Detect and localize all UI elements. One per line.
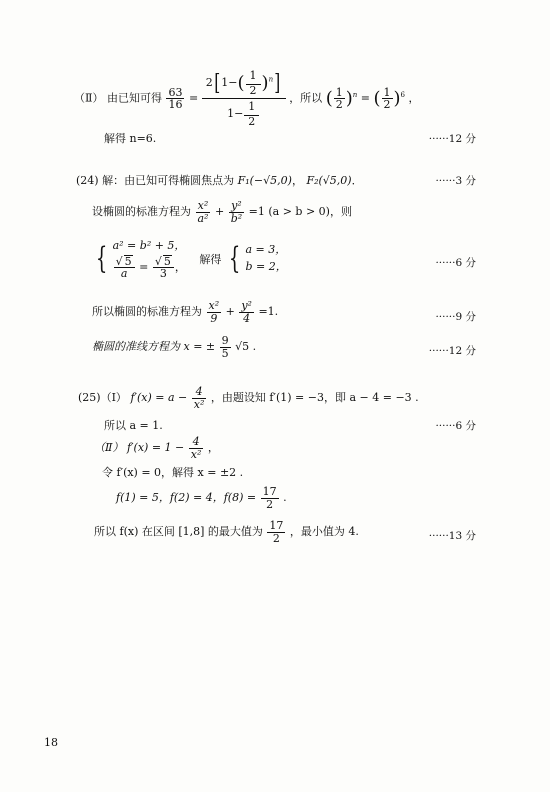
s24-points-9: ······9 分 (435, 311, 476, 323)
s24-system: { a² = b² + 5， $\frac{√ 5}{a}$ = $\frac{√ 5}{3}$ ， 解得 { a = 3， b = 2， (95, 239, 287, 281)
s25-line6: 所以 f(x) 在区间 [1,8] 的最大值为 $\frac{17}{2}$ ，最小值为 4. (94, 519, 359, 545)
s24-points-3: ······3 分 (435, 175, 476, 187)
s25-points-6: ······6 分 (435, 420, 476, 432)
s23-fraction-63-16: $\frac{63}{16}$ (168, 85, 183, 112)
s24-points-12: ······12 分 (428, 345, 476, 357)
s24-label: (24) (76, 174, 99, 187)
s25-line2: 所以 a = 1. (104, 419, 163, 432)
s25-line3: （Ⅱ） f′(x) = 1 − $\frac{4}{\text{x²}}$ ， (94, 435, 219, 461)
s23-geometric-sum-fraction: 2[1−( $\frac{1}{2}$ )$^n$] 1− $\frac{1}{2}$ (202, 70, 286, 127)
s23-solve: 解得 n=6. (104, 132, 157, 145)
s25-label: (25)（Ⅰ） (78, 391, 127, 405)
s24-points-6: ······6 分 (435, 257, 476, 269)
s25-line5: f(1) = 5，f(2) = 4，f(8) = $\frac{17}{2}$ . (116, 485, 287, 511)
s23-points: ······12 分 (428, 133, 476, 145)
s23-label: （Ⅱ） (74, 91, 104, 105)
s24-line4: 所以椭圆的标准方程为 $\frac{\text{x²}}{9}$ + $\frac{\text{y²}}{4}$ =1. (92, 299, 279, 325)
s25-points-13: ······13 分 (428, 530, 476, 542)
page-number: 18 (44, 736, 58, 749)
s24-line2: 设椭圆的标准方程为 $\frac{\text{x²}}{\text{a²}}$ + $\frac{\text{y²}}{\text{b²}}$ =1 (a > b > 0)，则 (92, 199, 352, 225)
s25-line4: 令 f′(x) = 0，解得 x = ±2 . (102, 466, 244, 479)
s25-line1: (25)（Ⅰ） f′(x) = a − $\frac{4}{\text{x²}}$ ，由题设知 f′(1) = −3，即 a − 4 = −3 . (78, 385, 419, 411)
s23-line1: （Ⅱ） 由已知可得 $\frac{63}{16}$ = 2[1−( $\frac{1}{2}$ )$^n$] 1− $\frac{1}{2}$ ，所以 ( $\frac{1}{2}$ )$^n$ = ( $\frac{1}{2}$ )$^6$ ， (74, 69, 420, 128)
s24-line1: (24) 解：由已知可得椭圆焦点为 F₁(−√5,0)， F₂(√5,0)． (76, 174, 363, 187)
s23-text1: 由已知可得 (106, 91, 162, 105)
s24-line5: 椭圆的准线方程为 x = ± $\frac{9}{5}$ √5 . (92, 334, 257, 360)
